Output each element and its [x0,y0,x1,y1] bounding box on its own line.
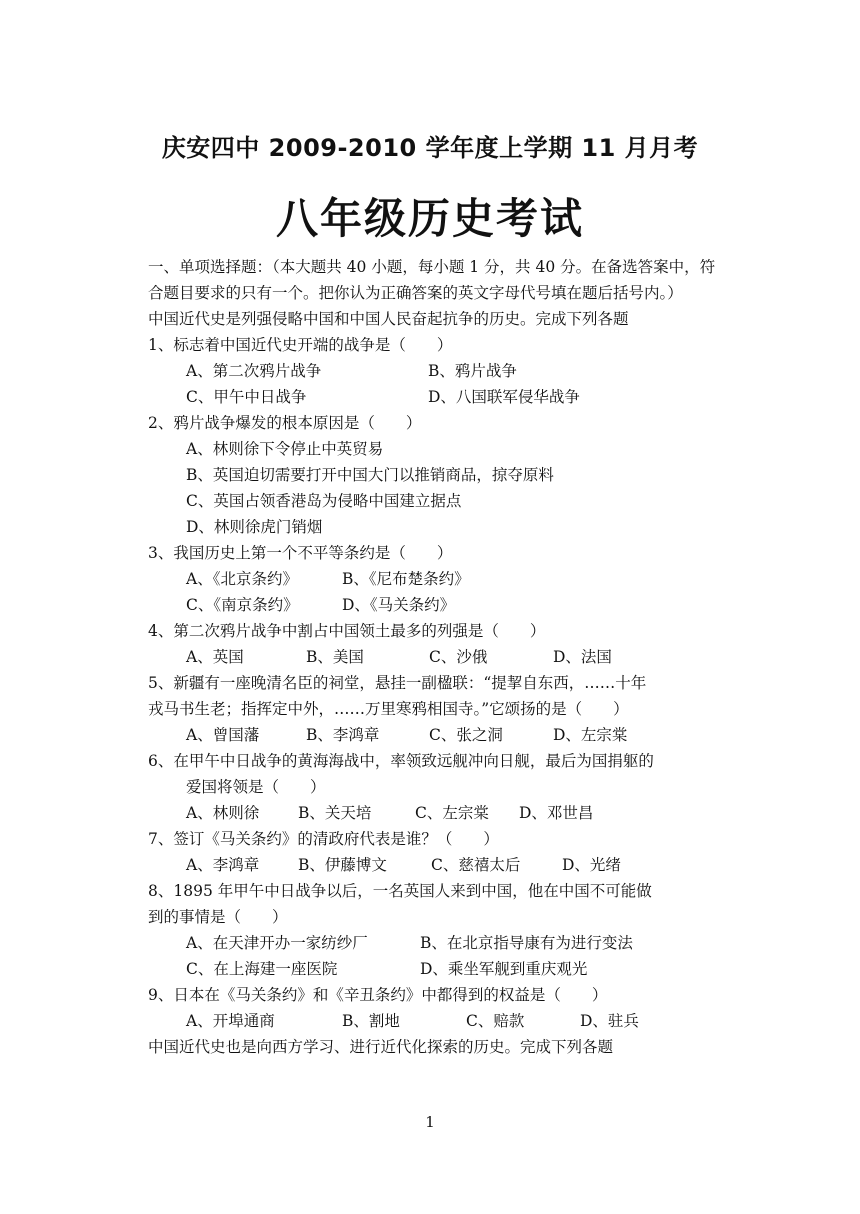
option-b: B、英国迫切需要打开中国大门以推销商品，掠夺原料 [186,466,554,484]
question-5-stem-line2: 戎马书生老；指挥定中外，……万里寒鸦相国寺。”它颂扬的是（ ） [148,700,629,718]
option-b: B、李鸿章 [306,726,380,744]
option-d: D、左宗棠 [553,726,628,744]
question-1-options-row1 [148,358,718,384]
question-9-stem: 9、日本在《马关条约》和《辛丑条约》中都得到的权益是（ ） [148,986,608,1004]
question-8-stem-line2: 到的事情是（ ） [148,908,288,926]
option-b: B、关天培 [298,804,372,822]
option-c: C、左宗棠 [415,804,489,822]
option-d: D、乘坐军舰到重庆观光 [420,960,588,978]
option-d: D、法国 [553,648,612,666]
option-c: C、张之洞 [429,726,503,744]
option-d: D、《马关条约》 [342,596,456,614]
question-6-stem-line1: 6、在甲午中日战争的黄海海战中，率领致远舰冲向日舰，最后为国捐躯的 [148,752,654,770]
question-7-stem: 7、签订《马关条约》的清政府代表是谁？（ ） [148,830,499,848]
option-a: A、李鸿章 [186,856,260,874]
option-b: B、美国 [306,648,364,666]
exam-title: 庆安四中 2009-2010 学年度上学期 11 月月考 [161,134,699,162]
option-b: B、《尼布楚条约》 [342,570,470,588]
option-b: B、割地 [342,1012,400,1030]
question-3-options-row2 [148,592,718,618]
question-3-options-row1 [148,566,718,592]
question-6-options [148,800,718,826]
option-d: D、光绪 [562,856,621,874]
option-a: A、曾国藩 [186,726,260,744]
option-a: A、在天津开办一家纺纱厂 [186,934,368,952]
question-5-stem-line1: 5、新疆有一座晚清名臣的祠堂，悬挂一副楹联：“提挈自东西，……十年 [148,674,647,692]
option-a: A、林则徐 [186,804,260,822]
option-a: A、第二次鸦片战争 [186,362,322,380]
option-c: C、赔款 [466,1012,525,1030]
option-a: A、英国 [186,648,244,666]
question-6-stem-line2: 爱国将领是（ ） [186,778,326,796]
question-1-stem: 1、标志着中国近代史开端的战争是（ ） [148,336,453,354]
question-9-options [148,1008,718,1034]
question-8-stem-line1: 8、1895 年甲午中日战争以后，一名英国人来到中国，他在中国不可能做 [148,882,652,900]
option-c: C、英国占领香港岛为侵略中国建立据点 [186,492,462,510]
option-d: D、林则徐虎门销烟 [186,518,323,536]
option-a: A、林则徐下令停止中英贸易 [186,440,384,458]
section-heading: 中国近代史也是向西方学习、进行近代化探索的历史。完成下列各题 [148,1038,614,1056]
option-c: C、《南京条约》 [186,596,299,614]
option-d: D、驻兵 [580,1012,639,1030]
exam-body [148,254,718,1060]
question-2-stem: 2、鸦片战争爆发的根本原因是（ ） [148,414,422,432]
question-4-stem: 4、第二次鸦片战争中割占中国领土最多的列强是（ ） [148,622,546,640]
option-b: B、在北京指导康有为进行变法 [420,934,633,952]
option-c: C、沙俄 [429,648,488,666]
option-b: B、鸦片战争 [428,362,517,380]
option-c: C、在上海建一座医院 [186,960,338,978]
question-7-options [148,852,718,878]
option-d: D、邓世昌 [519,804,594,822]
instructions: 一、单项选择题：（本大题共 40 小题，每小题 1 分，共 40 分。在备选答案中，符合题目要求的只有一个。把你认为正确答案的英文字母代号填在题后括号内。） [148,258,716,302]
question-5-options [148,722,718,748]
exam-subtitle: 八年级历史考试 [275,194,584,243]
question-3-stem: 3、我国历史上第一个不平等条约是（ ） [148,544,453,562]
question-4-options [148,644,718,670]
question-8-options-row1 [148,930,718,956]
option-b: B、伊藤博文 [298,856,387,874]
option-a: A、开埠通商 [186,1012,275,1030]
question-1-options-row2 [148,384,718,410]
section-heading: 中国近代史是列强侵略中国和中国人民奋起抗争的历史。完成下列各题 [148,310,629,328]
option-d: D、八国联军侵华战争 [428,388,580,406]
page-number: 1 [425,1113,435,1131]
option-c: C、甲午中日战争 [186,388,307,406]
question-8-options-row2 [148,956,718,982]
option-a: A、《北京条约》 [186,570,298,588]
option-c: C、慈禧太后 [431,856,521,874]
